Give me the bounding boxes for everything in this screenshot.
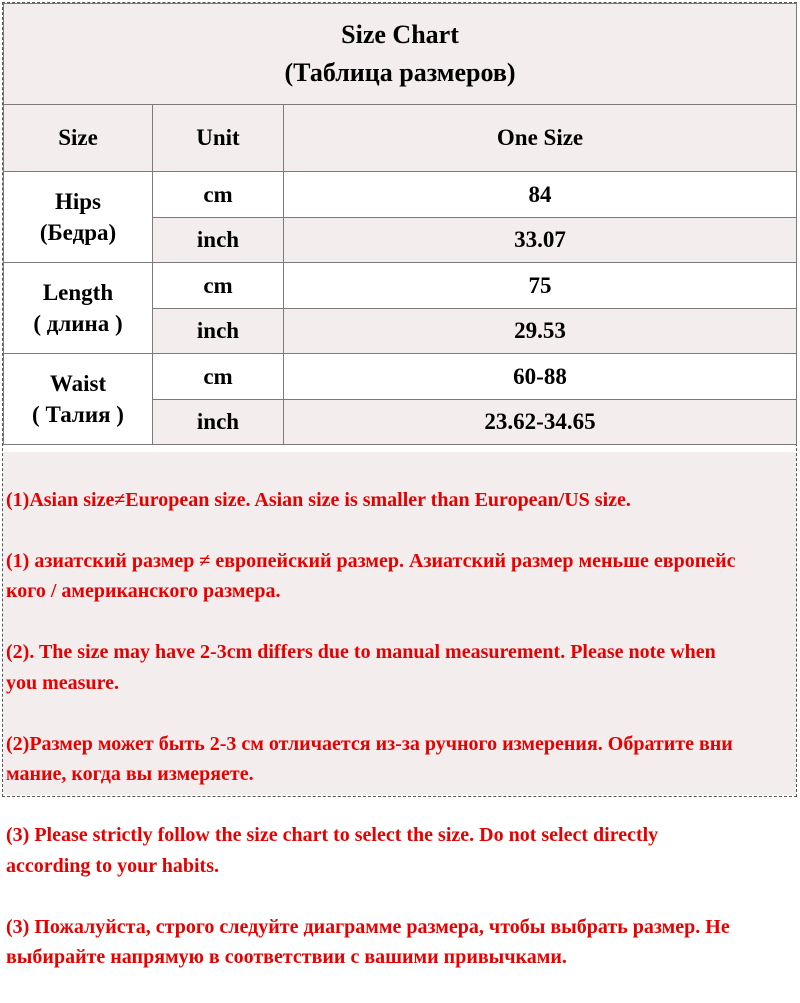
size-notes xyxy=(3,452,796,968)
unit-cell: inch xyxy=(153,400,284,445)
row-label-waist xyxy=(4,354,153,445)
header-size: Size xyxy=(4,105,153,172)
note-item: (2)Размер может быть 2-3 см отличается из-за ручного измерения. Обратите вни мание, когда вы измеряете. xyxy=(6,732,733,785)
value-cell: 60-88 xyxy=(284,354,797,400)
note-item: (3) Please strictly follow the size chart to select the size. Do not select directly according to your habits. xyxy=(6,824,659,877)
chart-title-ru: (Таблица размеров) xyxy=(284,58,516,87)
header-unit: Unit xyxy=(153,105,284,172)
header-one-size: One Size xyxy=(284,105,797,172)
table-row xyxy=(4,172,797,218)
row-label-en: Length xyxy=(42,279,114,305)
unit-cell: cm xyxy=(153,263,284,309)
unit-cell: cm xyxy=(153,354,284,400)
row-label-length xyxy=(4,263,153,354)
table-row xyxy=(4,263,797,309)
value-cell: 33.07 xyxy=(284,218,797,263)
row-label-hips xyxy=(4,172,153,263)
note-item: (1) азиатский размер ≠ европейский размер. Азиатский размер меньше европейс кого / американского размера. xyxy=(6,549,736,602)
unit-cell: cm xyxy=(153,172,284,218)
value-cell: 23.62-34.65 xyxy=(284,400,797,445)
value-cell: 84 xyxy=(284,172,797,218)
row-label-ru: ( длина ) xyxy=(33,311,123,336)
row-label-ru: ( Талия ) xyxy=(32,402,124,427)
value-cell: 29.53 xyxy=(284,309,797,354)
note-item: (2). The size may have 2-3cm differs due to manual measurement. Please note when you measure. xyxy=(6,641,716,694)
row-label-en: Hips xyxy=(54,188,102,214)
note-item: (1)Asian size≠European size. Asian size is smaller than European/US size. xyxy=(6,488,631,511)
header-row xyxy=(4,105,797,172)
row-label-ru: (Бедра) xyxy=(39,220,117,245)
unit-cell: inch xyxy=(153,218,284,263)
unit-cell: inch xyxy=(153,309,284,354)
value-cell: 75 xyxy=(284,263,797,309)
chart-title-en: Size Chart xyxy=(341,20,459,50)
note-item: (3) Пожалуйста, строго следуйте диаграмме размера, чтобы выбрать размер. Не выбирайте напрямую в соответствии с вашими привычками. xyxy=(6,915,730,968)
chart-title xyxy=(4,4,797,105)
table-row xyxy=(4,354,797,400)
row-label-en: Waist xyxy=(49,370,107,396)
size-chart-table xyxy=(3,3,797,445)
